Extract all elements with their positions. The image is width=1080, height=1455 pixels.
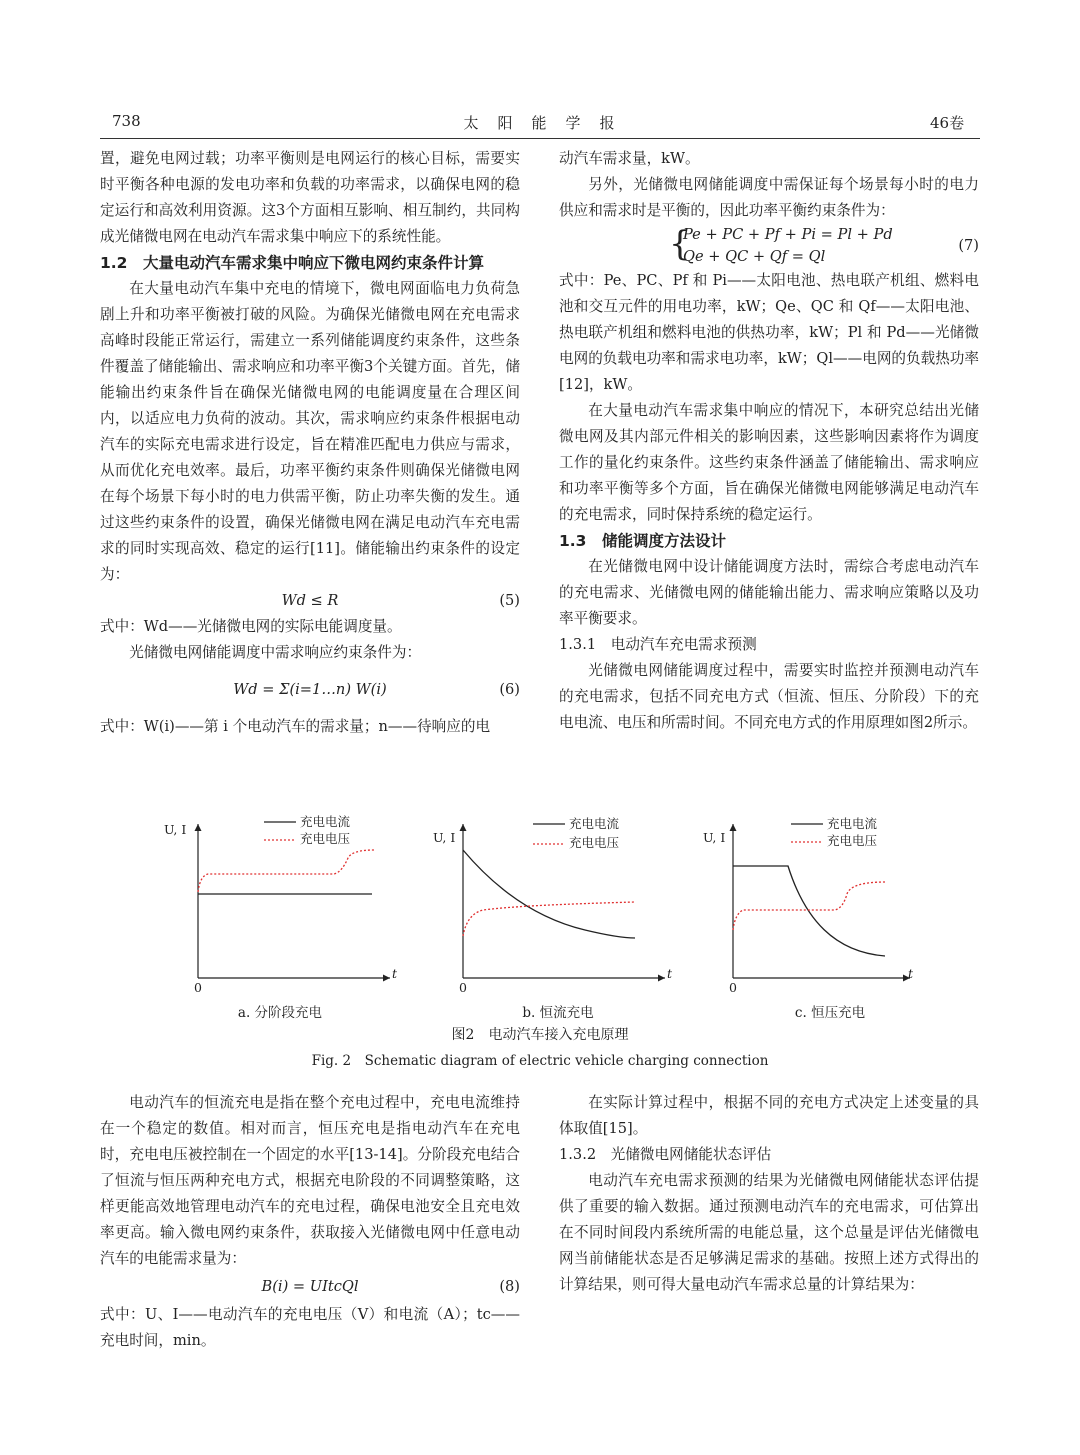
left-column-top (100, 146, 520, 740)
paragraph: 置，避免电网过载；功率平衡则是电网运行的核心目标，需要实时平衡各种电源的发电功率和负载的功率需求，以确保电网的稳定运行和高效利用资源。这3个方面相互影响、相互制约，共同构成光储微电网在电动汽车需求集中响应下的系统性能。 (100, 150, 520, 245)
legend-current: 充电电流 (300, 814, 351, 829)
origin-label: 0 (729, 980, 737, 995)
header-rule (100, 138, 980, 139)
figure-caption-cn: 图2 电动汽车接入充电原理 (451, 1027, 629, 1043)
paragraph: 在大量电动汽车需求集中响应的情况下，本研究总结出光储微电网及其内部元件相关的影响因素，这些影响因素将作为调度工作的量化约束条件。这些约束条件涵盖了储能输出、需求响应和功率平衡等多个方面，旨在确保光储微电网能够满足电动汽车的充电需求，同时保持系统的稳定运行。 (559, 402, 979, 523)
subsection-heading-1-3-1: 1.3.1 电动汽车充电需求预测 (559, 636, 757, 653)
paragraph: 在大量电动汽车集中充电的情境下，微电网面临电力负荷急剧上升和功率平衡被打破的风险。为确保光储微电网在充电需求高峰时段能正常运行，需建立一系列储能调度约束条件，这些条件覆盖了储能输出、需求响应和功率平衡3个关键方面。首先，储能输出约束条件旨在确保光储微电网的电能调度量在合理区间内，以适应电力负荷的波动。其次，需求响应约束条件根据电动汽车的实际充电需求进行设定，旨在精准匹配电力供应与需求，从而优化充电效率。最后，功率平衡约束条件则确保光储微电网在每个场景下每小时的电力供需平衡，防止功率失衡的发生。通过这些约束条件的设置，确保光储微电网在满足电动汽车充电需求的同时实现高效、稳定的运行[11]。储能输出约束条件的设定为： (100, 280, 520, 583)
right-column-bottom (559, 1090, 979, 1298)
equation-8: B(i) = UItcQl (8) (261, 1278, 520, 1295)
chart-b (433, 816, 673, 995)
paragraph: 在光储微电网中设计储能调度方法时，需综合考虑电动汽车的充电需求、光储微电网的储能输出能力、需求响应策略以及功率平衡要求。 (559, 558, 979, 627)
paragraph: 式中：W(i)——第 i 个电动汽车的需求量；n——待响应的电 (100, 718, 491, 735)
origin-label: 0 (194, 980, 202, 995)
x-axis-label: t (667, 966, 673, 981)
paragraph: 光储微电网储能调度中需求响应约束条件为： (129, 644, 422, 661)
volume-label: 46卷 (930, 114, 965, 132)
page-number: 738 (112, 112, 141, 130)
right-column-top (559, 146, 979, 736)
paragraph: 式中：U、I——电动汽车的充电电压（V）和电流（A）；tc——充电时间，min。 (100, 1306, 520, 1349)
figure-caption-en: Fig. 2 Schematic diagram of electric vehicle charging connection (311, 1053, 769, 1069)
subsection-heading-1-3-2: 1.3.2 光储微电网储能状态评估 (559, 1146, 772, 1163)
series-current (463, 850, 635, 938)
paragraph: 电动汽车的恒流充电是指在整个充电过程中，充电电流维持在一个稳定的数值。相对而言，恒压充电是指电动汽车在充电时，充电电压被控制在一个固定的水平[13-14]。分阶段充电结合了恒流与恒压两种充电方式，根据充电阶段的不同调整策略，这样更能高效地管理电动汽车的充电过程，确保电池安全且充电效率更高。输入微电网约束条件，获取接入光储微电网中任意电动汽车的电能需求量为： (100, 1094, 520, 1267)
legend-voltage: 充电电压 (569, 835, 620, 850)
y-axis-label: U, I (164, 822, 187, 837)
legend-voltage: 充电电压 (827, 833, 878, 848)
paragraph: 电动汽车充电需求预测的结果为光储微电网储能状态评估提供了重要的输入数据。通过预测电动汽车的充电需求，可估算出在不同时间段内系统所需的电能总量，这个总量是评估光储微电网当前储能状态是否足够满足需求的基础。按照上述方式得出的计算结果，则可得大量电动汽车需求总量的计算结果为： (559, 1172, 979, 1293)
series-voltage (733, 882, 885, 930)
equation-7: { Pe + PC + Pf + Pi = Pl + Pd Qe + QC + Qf = Ql (7) (669, 224, 979, 265)
series-voltage (463, 902, 635, 936)
legend-current: 充电电流 (569, 816, 620, 831)
series-current (733, 866, 885, 956)
subcaption-c: c. 恒压充电 (794, 1005, 866, 1021)
series-voltage (198, 850, 374, 892)
paragraph: 式中：Wd——光储微电网的实际电能调度量。 (100, 618, 402, 635)
origin-label: 0 (459, 980, 467, 995)
paragraph: 动汽车需求量，kW。 (559, 150, 700, 167)
journal-title: 太 阳 能 学 报 (463, 114, 617, 132)
left-column-bottom (100, 1090, 520, 1354)
legend-voltage: 充电电压 (300, 831, 351, 846)
subcaption-a: a. 分阶段充电 (237, 1005, 323, 1021)
legend-current: 充电电流 (827, 816, 878, 831)
x-axis-label: t (908, 966, 914, 981)
y-axis-label: U, I (703, 830, 726, 845)
section-heading-1-3: 1.3 储能调度方法设计 (559, 532, 726, 550)
paragraph: 光储微电网储能调度过程中，需要实时监控并预测电动汽车的充电需求，包括不同充电方式（恒流、恒压、分阶段）下的充电电流、电压和所需时间。不同充电方式的作用原理如图2所示。 (559, 662, 979, 731)
subcaption-b: b. 恒流充电 (522, 1005, 594, 1021)
figure-2-charts (160, 810, 920, 1010)
section-heading-1-2: 1.2 大量电动汽车需求集中响应下微电网约束条件计算 (100, 254, 484, 272)
chart-c (703, 816, 914, 995)
paragraph: 在实际计算过程中，根据不同的充电方式决定上述变量的具体取值[15]。 (559, 1094, 979, 1137)
chart-a (164, 814, 398, 995)
equation-5: Wd ≤ R (5) (281, 592, 520, 609)
y-axis-label: U, I (433, 830, 456, 845)
paragraph: 另外，光储微电网储能调度中需保证每个场景每小时的电力供应和需求时是平衡的，因此功率平衡约束条件为： (559, 176, 979, 219)
equation-6: Wd = Σ(i=1…n) W(i) (6) (233, 681, 520, 698)
x-axis-label: t (392, 966, 398, 981)
paragraph: 式中：Pe、PC、Pf 和 Pi——太阳电池、热电联产机组、燃料电池和交互元件的用电功率，kW；Qe、QC 和 Qf——太阳电池、热电联产机组和燃料电池的供热功率，kW；Pl 和 Pd——光储微电网的负载电功率和需求电功率，kW；Ql——电网的负载热功率[12]，kW。 (559, 272, 979, 393)
